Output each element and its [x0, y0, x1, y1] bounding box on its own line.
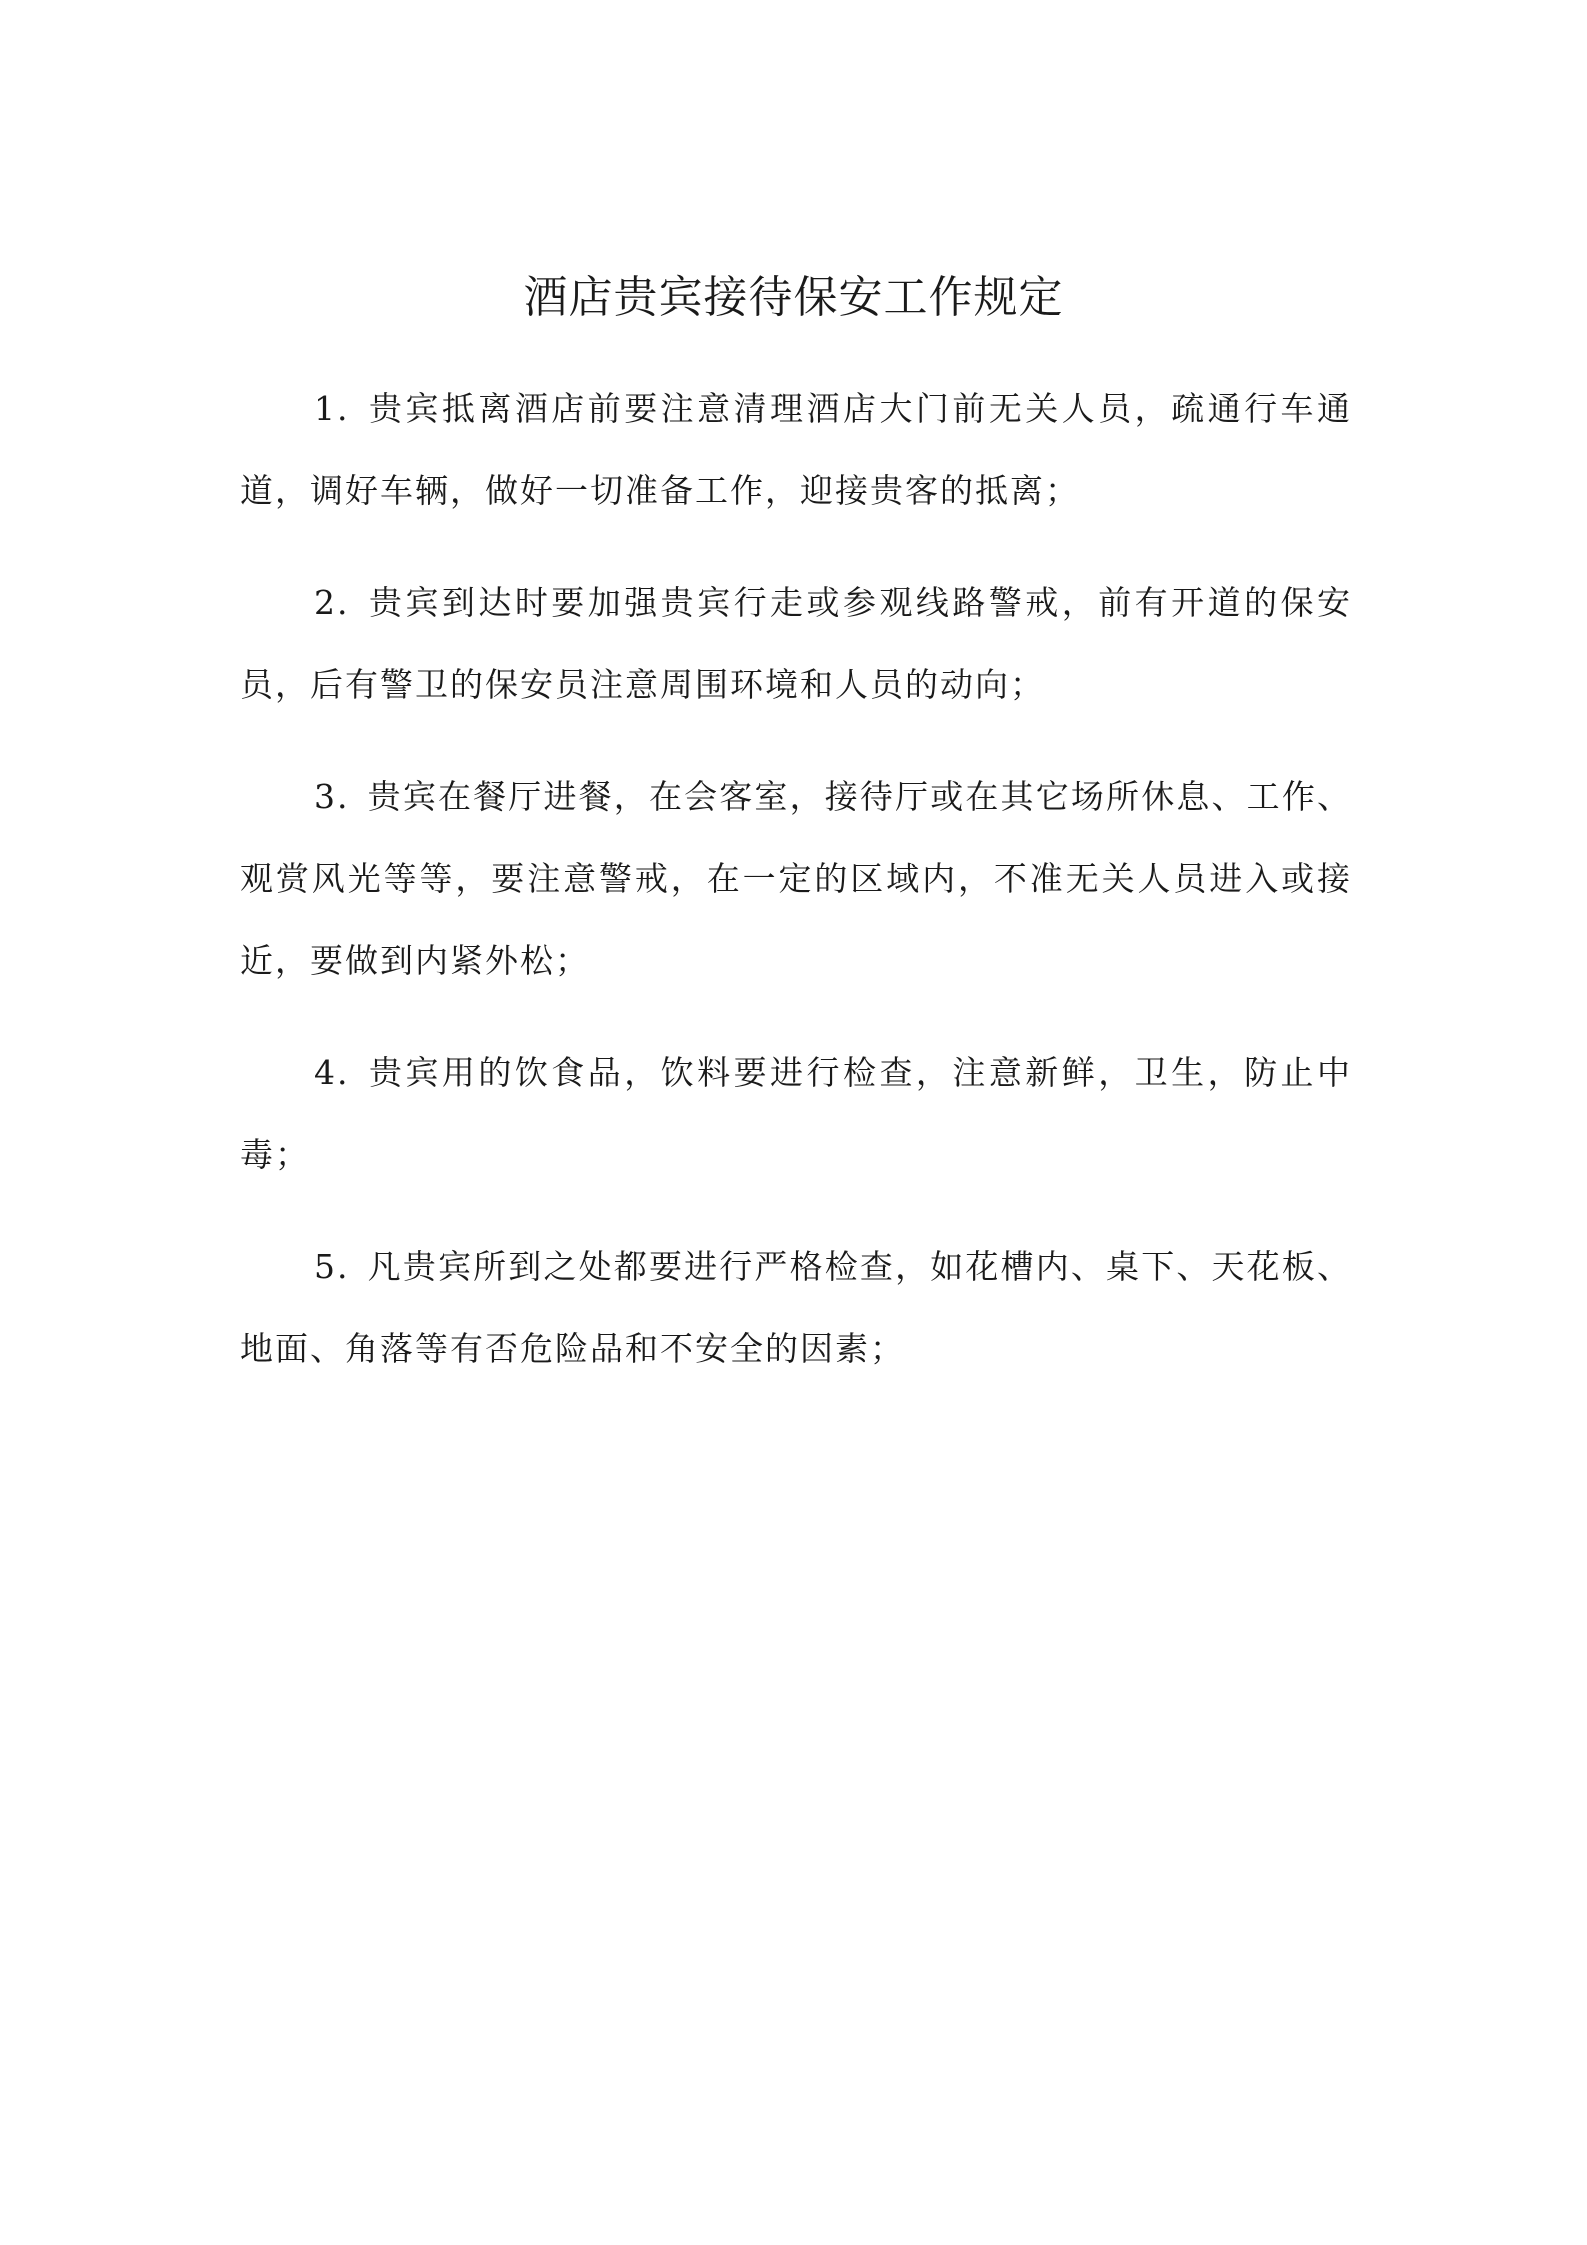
clause-number: 4.: [314, 1053, 350, 1092]
clause-number: 5.: [314, 1247, 350, 1286]
clause-text: 贵宾在餐厅进餐，在会客室，接待厅或在其它场所休息、工作、观赏风光等等，要注意警戒，在一定的区域内，不准无关人员进入或接近，要做到内紧外松；: [240, 777, 1352, 980]
clause-text: 贵宾到达时要加强贵宾行走或参观线路警戒，前有开道的保安员，后有警卫的保安员注意周围环境和人员的动向；: [240, 583, 1352, 704]
clause-number: 2.: [314, 583, 350, 622]
clause-text: 凡贵宾所到之处都要进行严格检查，如花槽内、桌下、天花板、地面、角落等有否危险品和不安全的因素；: [240, 1247, 1352, 1368]
document-body: [240, 368, 1352, 1420]
clause-4: [240, 1032, 1352, 1196]
clause-5: [240, 1226, 1352, 1390]
clause-3: [240, 756, 1352, 1002]
clause-text: 贵宾用的饮食品，饮料要进行检查，注意新鲜，卫生，防止中毒；: [240, 1053, 1352, 1174]
clause-1: [240, 368, 1352, 532]
clause-text: 贵宾抵离酒店前要注意清理酒店大门前无关人员，疏通行车通道，调好车辆，做好一切准备工作，迎接贵客的抵离；: [240, 389, 1352, 510]
clause-number: 3.: [314, 777, 350, 816]
clause-2: [240, 562, 1352, 726]
document-title: 酒店贵宾接待保安工作规定: [523, 272, 1064, 323]
clause-number: 1.: [314, 389, 350, 428]
